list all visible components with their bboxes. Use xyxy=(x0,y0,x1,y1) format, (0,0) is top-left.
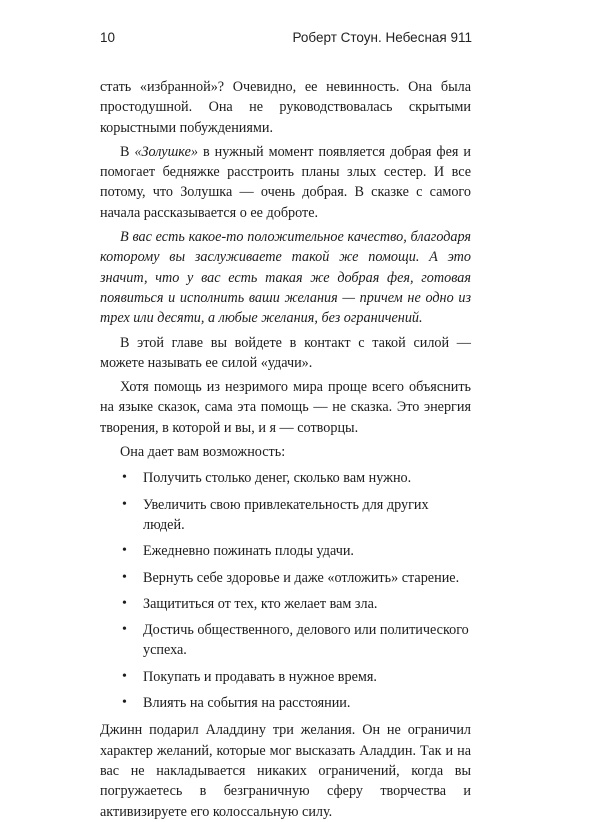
paragraph-2-prefix: В xyxy=(120,143,135,160)
possibility-list xyxy=(100,468,471,713)
list-item-text: Ежедневно пожинать плоды удачи. xyxy=(143,543,354,560)
list-item xyxy=(100,495,471,536)
list-item-text: Вернуть себе здоровье и даже «отложить» старение. xyxy=(143,569,460,586)
paragraph-3-italic xyxy=(100,227,471,328)
list-item-text: Увеличить свою привлекательность для других людей. xyxy=(143,496,429,533)
paragraph-6: Она дает вам возможность: xyxy=(120,444,286,461)
list-item-text: Получить столько денег, сколько вам нужно. xyxy=(143,470,412,487)
list-item-text: Достичь общественного, делового или политического успеха. xyxy=(143,622,469,659)
list-item xyxy=(100,620,471,661)
bullet-icon: • xyxy=(122,496,127,512)
list-item xyxy=(100,693,471,713)
list-item-text: Покупать и продавать в нужное время. xyxy=(143,668,377,685)
cinderella-title: «Золушке» xyxy=(134,143,198,160)
list-item xyxy=(100,667,471,687)
paragraph-3-text: В вас есть какое-то положительное качество, благодаря которому вы заслуживаете такой же помощи. А это значит, что у вас есть такая же добрая фея, готовая появиться и исполнить ваши желания — причем не одно из трех или десяти, а любые желания, без ограничений. xyxy=(100,229,471,327)
bullet-icon: • xyxy=(122,668,127,684)
page-body xyxy=(100,77,471,822)
list-item xyxy=(100,468,471,488)
paragraph-4: В этой главе вы войдете в контакт с такой силой — можете называть ее силой «удачи». xyxy=(100,334,471,371)
paragraph-2 xyxy=(100,142,471,223)
bullet-icon: • xyxy=(122,470,127,486)
list-item xyxy=(100,568,471,588)
paragraph-7: Джинн подарил Аладдину три желания. Он не ограничил характер желаний, которые мог высказать Аладдин. Так и на вас не накладывается никаких ограничений, когда вы погружаетесь в безграничную сферу творчества и активизируете его колоссальную силу. xyxy=(100,722,471,820)
list-item xyxy=(100,594,471,614)
paragraph-2-rest: в нужный момент появляется добрая фея и помогает бедняжке расстроить планы злых сестер. И все потому, что Золушка — очень добрая. В сказке с самого начала рассказывается о ее доброте. xyxy=(100,143,471,221)
paragraph-5: Хотя помощь из незримого мира проще всего объяснить на языке сказок, сама эта помощь — не сказка. Это энергия творения, в которой и вы, и я — сотворцы. xyxy=(100,379,471,436)
list-item-text: Защититься от тех, кто желает вам зла. xyxy=(143,595,378,612)
page-number: 10 xyxy=(100,30,116,45)
paragraph-1: стать «избранной»? Очевидно, ее невинность. Она была простодушной. Она не руководствовалась скрытыми корыстными побуждениями. xyxy=(100,79,471,136)
list-item xyxy=(100,541,471,561)
list-item-text: Влиять на события на расстоянии. xyxy=(143,695,351,712)
bullet-icon: • xyxy=(122,595,127,611)
bullet-icon: • xyxy=(122,543,127,559)
running-title: Роберт Стоун. Небесная 911 xyxy=(292,30,472,45)
bullet-icon: • xyxy=(122,569,127,585)
bullet-icon: • xyxy=(122,622,127,638)
bullet-icon: • xyxy=(122,695,127,711)
